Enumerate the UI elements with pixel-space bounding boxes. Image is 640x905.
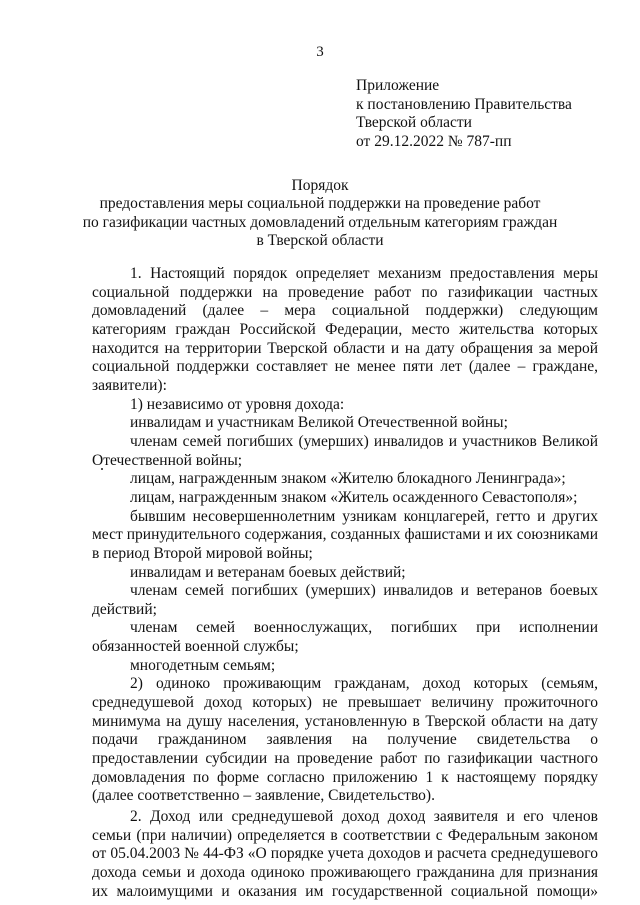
document-subtitle bbox=[60, 195, 580, 251]
list-item: инвалидам и участникам Великой Отечественной войны; bbox=[130, 414, 508, 432]
list-item: лицам, награжденным знаком «Житель осажденного Севастополя»; bbox=[130, 488, 578, 506]
list-item: лицам, награжденным знаком «Жителю блокадного Ленинграда»; bbox=[130, 470, 566, 488]
appendix-line: Приложение bbox=[356, 77, 440, 94]
paragraph-2: 2. Доход или среднедушевой доход доход заявителя и его членов семьи (при наличии) определяется в соответствии с Федеральным законом от 05.04.2003 № 44-ФЗ «О порядке учета доходов и расчета среднедушевого дохода семьи и дохода одиноко проживающего гражданина для признания их малоимущими и оказания им государственной социальной помощи» bbox=[92, 808, 598, 900]
list-item: многодетным семьям; bbox=[130, 656, 276, 674]
list-heading-1: 1) независимо от уровня дохода: bbox=[130, 395, 345, 413]
subtitle-line: в Тверской области bbox=[256, 232, 384, 250]
paragraph-1: 1. Настоящий порядок определяет механизм предоставления меры социальной поддержки на проведение работ по газификации частных домовладений (далее – мера социальной поддержки) следующим категориям граждан Российской Федерации, место жительства которых находится на территории Тверской области и на дату обращения за мерой социальной поддержки составляет не менее пяти лет (далее – граждане, заявители): bbox=[92, 265, 598, 394]
list-item: членам семей погибших (умерших) инвалидов и ветеранов боевых действий; bbox=[92, 582, 598, 618]
document-title: Порядок bbox=[291, 177, 349, 194]
list-item: членам семей военнослужащих, погибших при исполнении обязанностей военной службы; bbox=[92, 619, 598, 656]
list-item: бывшим несовершеннолетним узникам концлагерей, гетто и других мест принудительного содержания, созданных фашистами и их союзниками в период Второй мировой войны; bbox=[92, 507, 598, 562]
list-item: инвалидам и ветеранам боевых действий; bbox=[130, 563, 406, 581]
appendix-header bbox=[356, 77, 572, 151]
list-heading-2: 2) одиноко проживающим гражданам, доход которых (семьям, среднедушевой доход которых) не превышает величину прожиточного минимума на душу населения, установленную в Тверской области на дату подачи гражданином заявления на получение свидетельства о предоставлении субсидии на проведение работ по газификации частного домовладения по форме согласно приложению 1 к настоящему порядку (далее соответственно – заявление, Свидетельство). bbox=[92, 675, 598, 805]
subtitle-line: предоставления меры социальной поддержки на проведение работ bbox=[99, 195, 541, 212]
subtitle-line: по газификации частных домовладений отдельным категориям граждан bbox=[82, 213, 558, 231]
appendix-date-line: от 29.12.2022 № 787-пп bbox=[356, 132, 512, 150]
document-body bbox=[92, 265, 598, 901]
appendix-line: Тверской области bbox=[356, 114, 472, 132]
page-number: 3 bbox=[316, 44, 324, 60]
appendix-line: к постановлению Правительства bbox=[356, 95, 572, 113]
list-item: членам семей погибших (умерших) инвалидов и участников Великой Отечественной войны; bbox=[92, 432, 598, 469]
